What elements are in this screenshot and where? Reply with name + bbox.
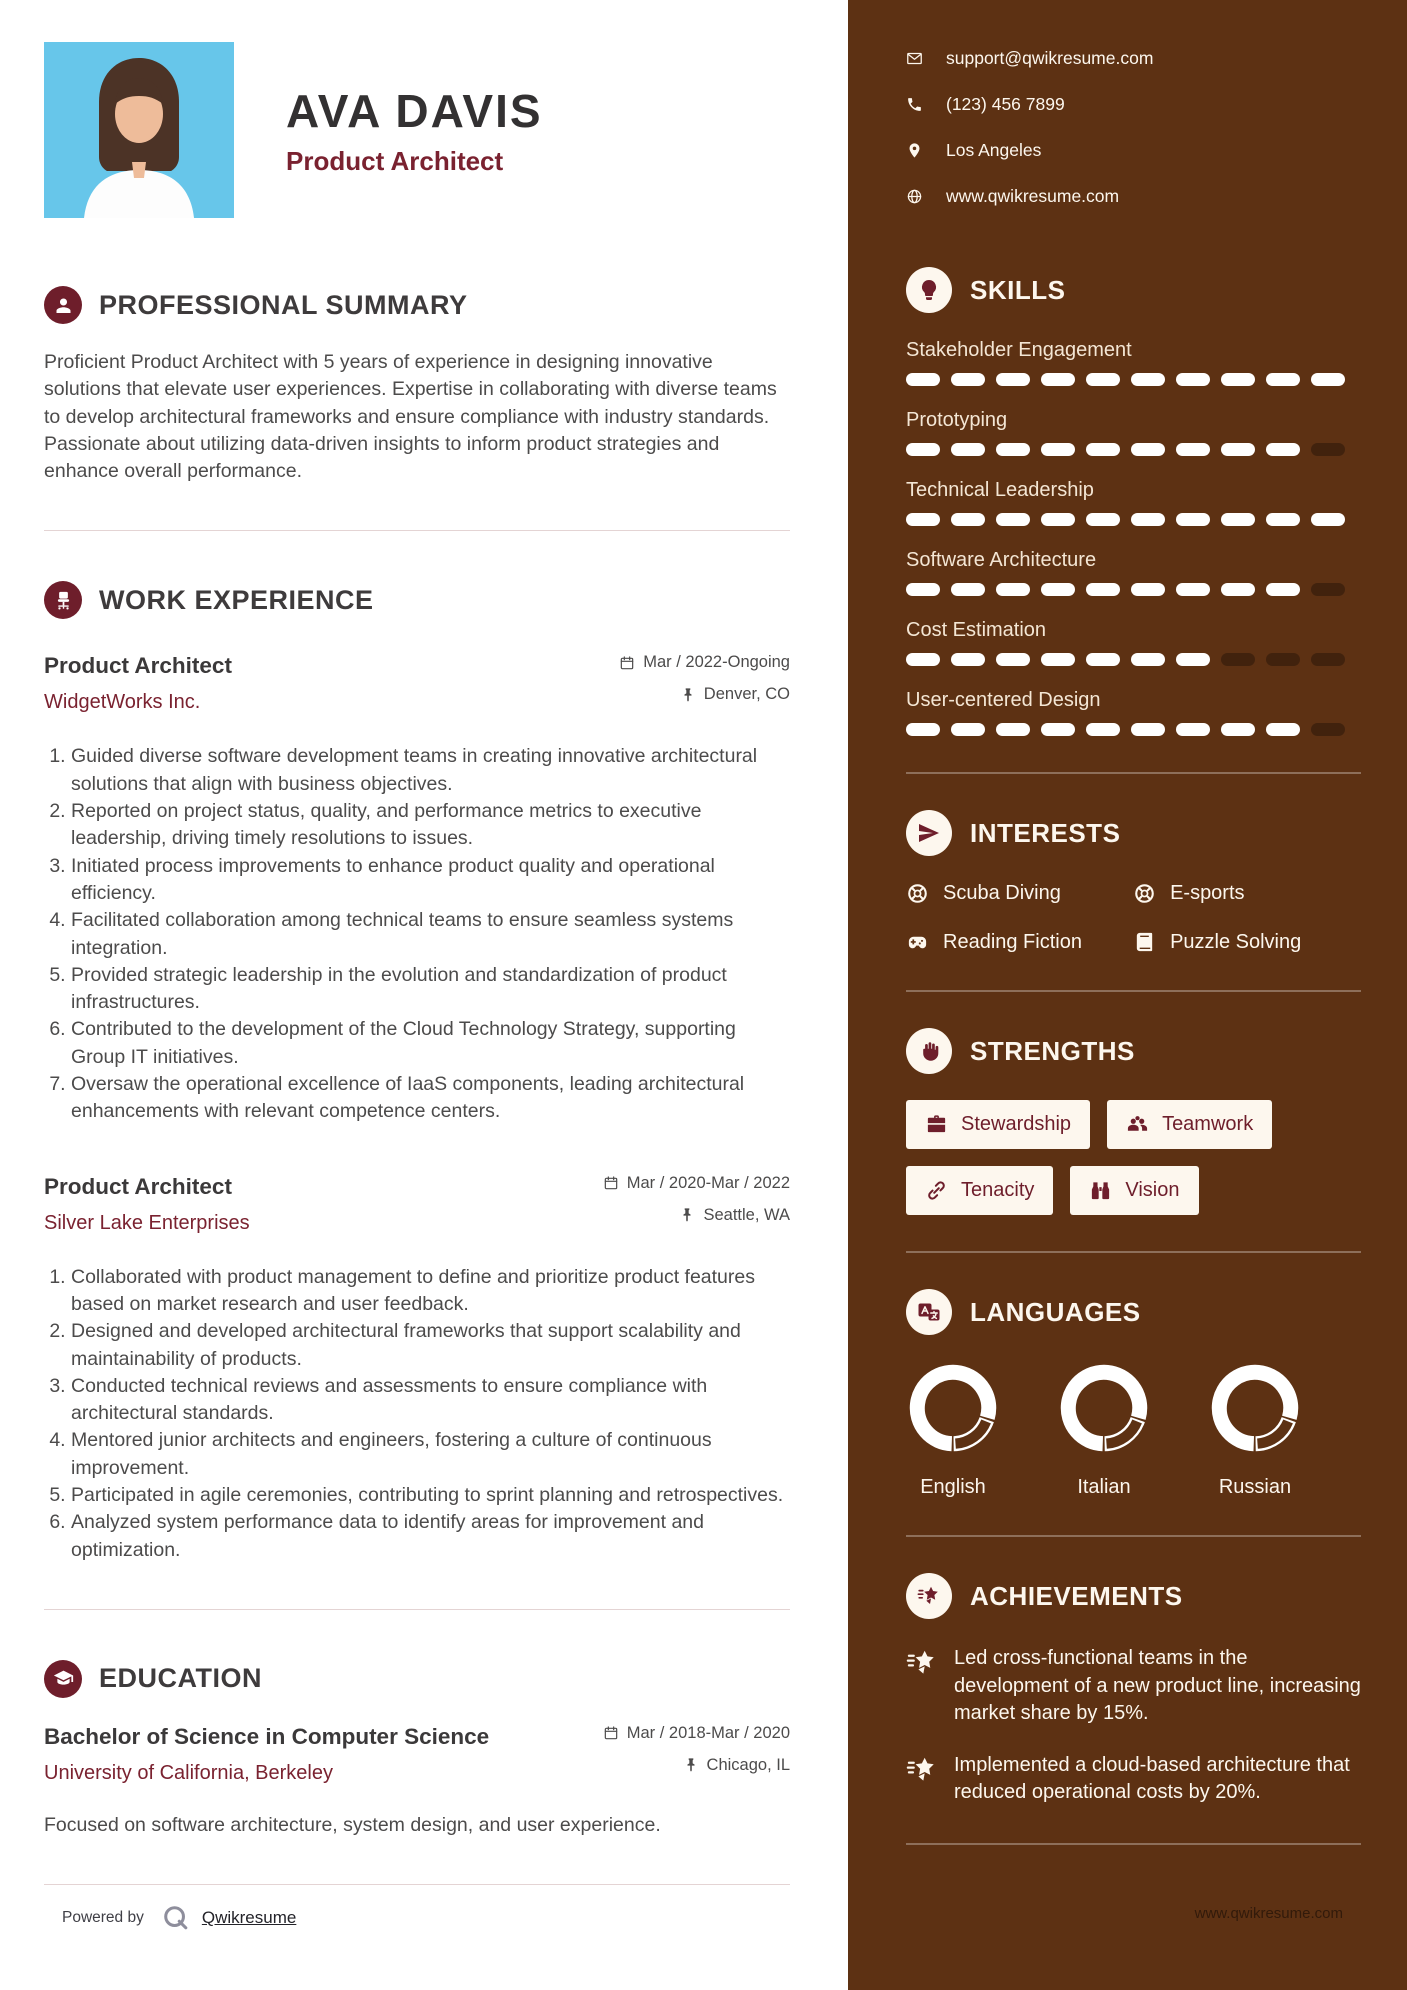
skill-level-dash <box>1041 373 1075 386</box>
language-name: Russian <box>1218 1476 1292 1498</box>
interest-item <box>1133 931 1361 954</box>
language-donut-chart <box>1208 1361 1302 1455</box>
job-date: Mar / 2022-Ongoing <box>619 653 790 672</box>
profile-photo-illustration <box>44 42 234 218</box>
language-item <box>1057 1361 1151 1499</box>
achievement-text: Implemented a cloud-based architecture that reduced operational costs by 20%. <box>954 1753 1350 1804</box>
skill-item <box>906 409 1361 456</box>
skill-level-dash <box>1131 513 1165 526</box>
interest-item <box>906 882 1123 905</box>
pushpin-icon <box>679 1207 695 1223</box>
skills-list <box>906 339 1361 736</box>
ball-icon <box>906 882 929 905</box>
interest-item <box>1133 882 1361 905</box>
experience-section-header <box>44 581 790 619</box>
skill-item <box>906 619 1361 666</box>
job-title: Product Architect <box>44 653 232 679</box>
strengths-section-header <box>906 1028 1361 1074</box>
interest-label: Reading Fiction <box>943 931 1082 953</box>
education-section-header <box>44 1660 790 1698</box>
pin-icon <box>906 142 923 159</box>
interest-label: E-sports <box>1170 882 1245 904</box>
strength-label: Stewardship <box>961 1113 1072 1135</box>
experience-bullet: 3. Initiated process improvements to enhance product quality and operational efficiency. <box>71 853 790 908</box>
watermark: www.qwikresume.com <box>1194 1905 1343 1922</box>
languages-list <box>906 1361 1361 1499</box>
skill-level-dash <box>1176 723 1210 736</box>
skill-name: Stakeholder Engagement <box>906 339 1132 361</box>
skill-level-dash <box>1266 443 1300 456</box>
skill-level-dash <box>1086 583 1120 596</box>
degree-name: Bachelor of Science in Computer Science <box>44 1723 490 1749</box>
summary-title: PROFESSIONAL SUMMARY <box>99 289 468 320</box>
phone-icon <box>906 96 923 113</box>
achievement-item <box>906 1645 1361 1728</box>
skill-level-dash <box>1311 373 1345 386</box>
summary-text: Proficient Product Architect with 5 years of experience in designing innovative solutions that elevate user experiences. Expertise in collaborating with diverse teams to develop architectural frameworks and ensure compliance with industry standards. Passionate about utilizing data-driven insights to inform product strategies and enhance overall performance. <box>44 351 777 483</box>
experience-bullet: 6. Analyzed system performance data to identify areas for improvement and optimization. <box>71 1509 790 1564</box>
sidebar-divider <box>906 1535 1361 1537</box>
job-title: Product Architect <box>44 1173 232 1199</box>
contact-text: www.qwikresume.com <box>946 186 1120 206</box>
skill-level-dash <box>1086 443 1120 456</box>
education-date: Mar / 2018-Mar / 2020 <box>603 1724 790 1743</box>
skill-level-dash <box>1266 583 1300 596</box>
education-note: Focused on software architecture, system design, and user experience. <box>44 1813 661 1836</box>
skill-level-bar <box>906 443 1361 456</box>
skill-level-dash <box>951 373 985 386</box>
skill-item <box>906 549 1361 596</box>
contact-list <box>906 48 1361 207</box>
skill-level-dash <box>1086 723 1120 736</box>
star-icon <box>906 1647 938 1679</box>
skill-level-dash <box>1086 653 1120 666</box>
users-icon <box>1126 1113 1149 1136</box>
skill-level-bar <box>906 513 1361 526</box>
skill-level-dash <box>1266 653 1300 666</box>
skill-level-dash <box>996 723 1030 736</box>
skill-level-dash <box>1221 723 1255 736</box>
skill-level-dash <box>1041 723 1075 736</box>
contact-item[interactable] <box>906 186 1361 207</box>
skill-level-dash <box>1221 373 1255 386</box>
interest-label: Scuba Diving <box>943 882 1061 904</box>
skill-level-dash <box>1131 583 1165 596</box>
skill-level-dash <box>906 723 940 736</box>
interest-item <box>906 931 1123 954</box>
calendar-icon <box>603 1175 619 1191</box>
sidebar-divider <box>906 990 1361 992</box>
experience-entry <box>44 1174 790 1564</box>
lightbulb-icon <box>906 267 952 313</box>
translate-icon <box>906 1289 952 1335</box>
achievement-item <box>906 1752 1361 1807</box>
strength-pill <box>906 1166 1053 1215</box>
skill-level-dash <box>1041 583 1075 596</box>
calendar-icon <box>603 1725 619 1741</box>
skill-level-bar <box>906 653 1361 666</box>
skill-level-dash <box>1176 443 1210 456</box>
experience-bullet: 1. Guided diverse software development teams in creating innovative architectural solutions that align with business objectives. <box>71 743 790 798</box>
experience-bullet: 5. Provided strategic leadership in the evolution and standardization of product infrastructures. <box>71 962 790 1017</box>
skill-level-dash <box>906 443 940 456</box>
sidebar-divider <box>906 1843 1361 1845</box>
language-donut-chart <box>1057 1361 1151 1455</box>
skill-level-dash <box>1266 513 1300 526</box>
pushpin-icon <box>680 687 696 703</box>
strengths-title: STRENGTHS <box>970 1035 1135 1066</box>
shooting-star-icon <box>906 1573 952 1619</box>
interests-title: INTERESTS <box>970 817 1121 848</box>
contact-item <box>906 94 1361 115</box>
skill-level-dash <box>996 513 1030 526</box>
skill-level-dash <box>1266 723 1300 736</box>
identity-text <box>286 42 543 177</box>
skill-level-dash <box>1221 653 1255 666</box>
skill-level-dash <box>1176 513 1210 526</box>
candidate-title: Product Architect <box>286 146 504 176</box>
achievement-text: Led cross-functional teams in the development of a new product line, increasing market share by 15%. <box>954 1647 1361 1725</box>
education-location: Chicago, IL <box>603 1756 790 1775</box>
contact-item[interactable] <box>906 48 1361 69</box>
summary-section-header <box>44 286 790 324</box>
skill-level-dash <box>996 653 1030 666</box>
experience-title: WORK EXPERIENCE <box>99 584 374 615</box>
skill-level-dash <box>951 443 985 456</box>
contact-item <box>906 140 1361 161</box>
achievements-list <box>906 1645 1361 1807</box>
office-chair-icon <box>44 581 82 619</box>
skill-name: Software Architecture <box>906 549 1097 571</box>
experience-bullet: 1. Collaborated with product management to define and prioritize product features based on market research and user feedback. <box>71 1264 790 1319</box>
qwikresume-link[interactable]: Qwikresume <box>201 1908 297 1927</box>
experience-entry <box>44 653 790 1125</box>
skill-level-dash <box>996 373 1030 386</box>
skill-level-dash <box>1041 653 1075 666</box>
skill-level-dash <box>1311 443 1345 456</box>
section-divider <box>44 1609 790 1610</box>
briefcase-icon <box>925 1113 948 1136</box>
skill-level-dash <box>1221 583 1255 596</box>
sidebar-column <box>848 0 1407 1990</box>
interest-label: Puzzle Solving <box>1170 931 1302 953</box>
contact-text: (123) 456 7899 <box>946 94 1065 114</box>
skill-level-dash <box>1176 583 1210 596</box>
chain-icon <box>925 1179 948 1202</box>
candidate-name: AVA DAVIS <box>286 85 543 137</box>
skill-item <box>906 689 1361 736</box>
person-icon <box>44 286 82 324</box>
strength-label: Teamwork <box>1162 1113 1254 1135</box>
skill-level-dash <box>906 653 940 666</box>
skill-level-dash <box>1086 373 1120 386</box>
skill-level-dash <box>1221 443 1255 456</box>
strength-label: Tenacity <box>961 1179 1035 1201</box>
skill-name: User-centered Design <box>906 689 1101 711</box>
skill-level-dash <box>1311 583 1345 596</box>
star-icon <box>906 1754 938 1786</box>
job-date: Mar / 2020-Mar / 2022 <box>603 1174 790 1193</box>
skill-level-bar <box>906 723 1361 736</box>
section-divider <box>44 1884 790 1885</box>
skill-level-dash <box>951 513 985 526</box>
job-bullet-list <box>44 1264 790 1564</box>
experience-bullet: 4. Mentored junior architects and engineers, fostering a culture of continuous improvement. <box>71 1427 790 1482</box>
skill-item <box>906 479 1361 526</box>
skill-level-bar <box>906 373 1361 386</box>
language-item <box>906 1361 1000 1499</box>
skill-level-dash <box>906 513 940 526</box>
strength-label: Vision <box>1125 1179 1180 1201</box>
achievements-title: ACHIEVEMENTS <box>970 1580 1183 1611</box>
contact-text: Los Angeles <box>946 140 1042 160</box>
education-entry <box>44 1724 790 1839</box>
powered-by-footer <box>62 1904 296 1932</box>
skill-level-dash <box>1311 653 1345 666</box>
skill-level-dash <box>1131 723 1165 736</box>
graduation-cap-icon <box>44 1660 82 1698</box>
skill-level-dash <box>1176 373 1210 386</box>
identity-header <box>44 42 790 218</box>
skill-level-dash <box>906 373 940 386</box>
job-location: Denver, CO <box>619 685 790 704</box>
experience-bullet: 4. Facilitated collaboration among technical teams to ensure seamless systems integration. <box>71 907 790 962</box>
experience-bullet: 6. Contributed to the development of the Cloud Technology Strategy, supporting Group IT initiatives. <box>71 1016 790 1071</box>
calendar-icon <box>619 655 635 671</box>
experience-bullet: 7. Oversaw the operational excellence of IaaS components, leading architectural enhancements with relevant competence centers. <box>71 1071 790 1126</box>
education-title: EDUCATION <box>99 1663 262 1694</box>
powered-by-label: Powered by <box>62 1909 144 1926</box>
job-company: Silver Lake Enterprises <box>44 1211 250 1234</box>
envelope-icon <box>906 50 923 67</box>
language-name: Italian <box>1077 1476 1131 1498</box>
book-icon <box>1133 931 1156 954</box>
skill-level-dash <box>996 443 1030 456</box>
skill-level-dash <box>1131 373 1165 386</box>
qwikresume-logo-icon <box>162 1904 190 1932</box>
job-company: WidgetWorks Inc. <box>44 691 201 714</box>
language-name: English <box>920 1476 986 1498</box>
job-bullet-list <box>44 743 790 1125</box>
skill-level-bar <box>906 583 1361 596</box>
skills-section-header <box>906 267 1361 313</box>
section-divider <box>44 530 790 531</box>
skill-level-dash <box>1041 513 1075 526</box>
skill-name: Prototyping <box>906 409 1008 431</box>
strengths-list <box>906 1100 1326 1215</box>
experience-bullet: 2. Designed and developed architectural frameworks that support scalability and maintainability of products. <box>71 1318 790 1373</box>
strength-pill <box>1107 1100 1272 1149</box>
interests-section-header <box>906 810 1361 856</box>
pushpin-icon <box>683 1757 699 1773</box>
skill-level-dash <box>906 583 940 596</box>
skill-level-dash <box>951 723 985 736</box>
job-location: Seattle, WA <box>603 1206 790 1225</box>
fist-icon <box>906 1028 952 1074</box>
ball-icon <box>1133 882 1156 905</box>
gamepad-icon <box>906 931 929 954</box>
skill-item <box>906 339 1361 386</box>
contact-text: support@qwikresume.com <box>946 48 1154 68</box>
skill-level-dash <box>996 583 1030 596</box>
strength-pill <box>906 1100 1090 1149</box>
skill-name: Technical Leadership <box>906 479 1094 501</box>
achievements-section-header <box>906 1573 1361 1619</box>
globe-icon <box>906 188 923 205</box>
paper-plane-icon <box>906 810 952 856</box>
languages-title: LANGUAGES <box>970 1296 1141 1327</box>
skill-level-dash <box>951 653 985 666</box>
experience-bullet: 5. Participated in agile ceremonies, contributing to sprint planning and retrospectives. <box>71 1482 790 1509</box>
skill-level-dash <box>1041 443 1075 456</box>
skill-level-dash <box>1131 653 1165 666</box>
skill-name: Cost Estimation <box>906 619 1047 641</box>
skill-level-dash <box>1131 443 1165 456</box>
skill-level-dash <box>1176 653 1210 666</box>
skill-level-dash <box>1086 513 1120 526</box>
strength-pill <box>1070 1166 1198 1215</box>
interests-grid <box>906 882 1361 954</box>
skill-level-dash <box>1221 513 1255 526</box>
language-donut-chart <box>906 1361 1000 1455</box>
skill-level-dash <box>951 583 985 596</box>
experience-bullet: 2. Reported on project status, quality, and performance metrics to executive leadership, driving timely resolutions to issues. <box>71 798 790 853</box>
languages-section-header <box>906 1289 1361 1335</box>
binoculars-icon <box>1089 1179 1112 1202</box>
experience-bullet: 3. Conducted technical reviews and assessments to ensure compliance with architectural standards. <box>71 1373 790 1428</box>
sidebar-divider <box>906 772 1361 774</box>
language-item <box>1208 1361 1302 1499</box>
profile-photo <box>44 42 234 218</box>
skill-level-dash <box>1311 513 1345 526</box>
skills-title: SKILLS <box>970 274 1066 305</box>
skill-level-dash <box>1311 723 1345 736</box>
sidebar-divider <box>906 1251 1361 1253</box>
school-name: University of California, Berkeley <box>44 1761 333 1784</box>
skill-level-dash <box>1266 373 1300 386</box>
